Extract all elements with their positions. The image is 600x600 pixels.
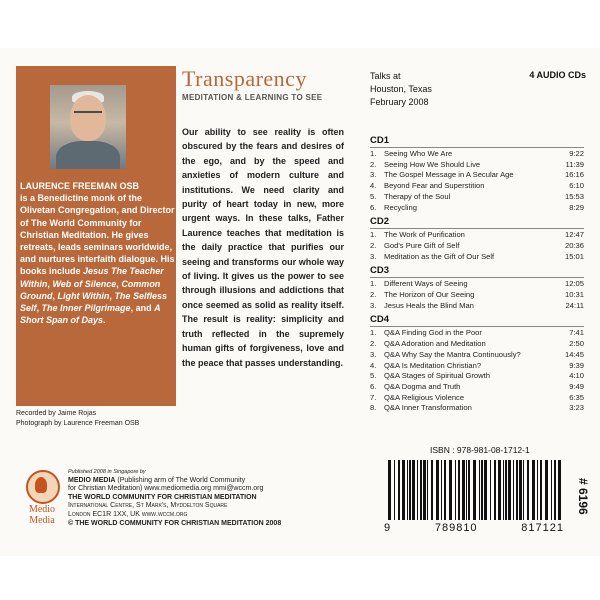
photograph-by: Photograph by Laurence Freeman OSB bbox=[16, 419, 140, 427]
track-duration: 2:50 bbox=[569, 339, 584, 349]
barcode-bar bbox=[398, 460, 400, 520]
barcode-bar bbox=[527, 460, 529, 520]
track-title: Recycling bbox=[384, 202, 417, 212]
track-title: The Horizon of Our Seeing bbox=[384, 290, 475, 300]
track-row bbox=[370, 160, 584, 171]
track-number: 1. bbox=[370, 328, 377, 338]
barcode-bar bbox=[519, 460, 522, 520]
track-row bbox=[370, 371, 584, 382]
track-duration: 15:53 bbox=[564, 191, 584, 201]
barcode-bar bbox=[540, 460, 542, 520]
track-number: 3. bbox=[370, 349, 377, 359]
track-title: Seeing How We Should Live bbox=[384, 159, 481, 169]
barcode-bar bbox=[516, 460, 518, 520]
barcode-bar bbox=[449, 460, 452, 520]
track-row bbox=[370, 149, 584, 160]
barcode-bar bbox=[481, 460, 483, 520]
track-number: 3. bbox=[370, 170, 377, 180]
divider bbox=[370, 277, 584, 278]
track-row bbox=[370, 230, 584, 241]
track-number: 4. bbox=[370, 181, 377, 191]
track-row bbox=[370, 181, 584, 192]
track-duration: 12:47 bbox=[564, 230, 584, 240]
track-duration: 12:05 bbox=[564, 279, 584, 289]
track-number: 5. bbox=[370, 191, 377, 201]
barcode-bar bbox=[409, 460, 411, 520]
track-row bbox=[370, 393, 584, 404]
track-number: 2. bbox=[370, 240, 377, 250]
publisher-info: Published 2008 in Singapore by MEDIO MEDIA (Publishing arm of The World Community for Christian Meditation) www.mediomedia.org mmi@wccm.org THE WORLD COMMUNITY FOR CHRISTIAN MEDITATION International Centre, St Mark's, Myddelton Square London EC1R 1XX, UK www.wccm.org © THE WORLD COMMUNITY FOR CHRISTIAN MEDITATION 2008 bbox=[68, 469, 282, 527]
track-row bbox=[370, 301, 584, 312]
barcode-bar bbox=[427, 460, 428, 520]
barcode-bar bbox=[523, 460, 524, 520]
track-duration: 8:29 bbox=[569, 202, 584, 212]
track-row bbox=[370, 339, 584, 350]
track-title: Different Ways of Seeing bbox=[384, 279, 468, 289]
barcode-bar bbox=[484, 460, 487, 520]
track-title: The Gospel Message in A Secular Age bbox=[384, 170, 514, 180]
barcode-bar bbox=[394, 460, 395, 520]
barcode-bar bbox=[444, 460, 446, 520]
track-title: Therapy of the Soul bbox=[384, 191, 451, 201]
track-number: 2. bbox=[370, 290, 377, 300]
barcode-bar bbox=[468, 460, 470, 520]
track-duration: 15:01 bbox=[564, 251, 584, 261]
track-row bbox=[370, 382, 584, 393]
isbn: ISBN : 978-981-08-1712-1 bbox=[430, 445, 530, 455]
track-number: 1. bbox=[370, 149, 377, 158]
barcode-bar bbox=[441, 460, 442, 520]
cd-heading: CD2 bbox=[370, 216, 390, 228]
track-title: The Work of Purification bbox=[384, 230, 465, 240]
track-number: 6. bbox=[370, 381, 377, 391]
catalog-number bbox=[576, 478, 590, 488]
barcode-bar bbox=[545, 460, 548, 520]
track-number: 2. bbox=[370, 339, 377, 349]
track-title: Q&A Finding God in the Poor bbox=[384, 328, 482, 338]
barcode-bar bbox=[551, 460, 552, 520]
medio-media-logo: Medio Media bbox=[16, 468, 68, 538]
cd-heading: CD4 bbox=[370, 314, 390, 326]
track-title: Jesus Heals the Blind Man bbox=[384, 300, 474, 310]
track-duration: 20:36 bbox=[564, 240, 584, 250]
track-duration: 11:39 bbox=[565, 159, 584, 169]
barcode-bar bbox=[402, 460, 405, 520]
barcode-bar bbox=[490, 460, 491, 520]
track-number: 7. bbox=[370, 392, 377, 402]
recorded-by: Recorded by Jaime Rojas bbox=[16, 410, 97, 417]
barcode-bar bbox=[462, 460, 465, 520]
barcode-bar bbox=[479, 460, 480, 520]
divider bbox=[370, 326, 584, 327]
barcode-bar bbox=[455, 460, 456, 520]
credits bbox=[16, 409, 139, 428]
description: Our ability to see reality is often obscured by the fears and desires of the ego, and by the speed and anxieties of modern culture and institutions. We need clarity and purity of heart today in new, more urgent ways. In these talks, Father Laurence teaches that meditation is the daily practice that purifies our seeing and transforms our whole way of living. It gives us the power to see through illusions and addictions that once seemed as solid as reality itself. The result is reality: simplicity and truth reflected in the supremely human gifts of forgiveness, love and the peace that passes understanding. bbox=[182, 127, 344, 368]
track-row bbox=[370, 350, 584, 361]
track-title: Q&A Stages of Spiritual Growth bbox=[384, 371, 490, 381]
album-title: Transparency bbox=[182, 66, 307, 91]
track-duration: 10:31 bbox=[564, 290, 584, 300]
barcode-bar bbox=[436, 460, 439, 520]
track-number: 1. bbox=[370, 230, 377, 240]
barcode-bar bbox=[420, 460, 422, 520]
barcode-bar bbox=[508, 460, 511, 520]
track-row bbox=[370, 361, 584, 372]
barcode-bar bbox=[423, 460, 426, 520]
cd-heading: CD3 bbox=[370, 265, 390, 277]
track-number: 4. bbox=[370, 360, 377, 370]
barcode-bar bbox=[505, 460, 507, 520]
barcode-bar bbox=[417, 460, 418, 520]
track-number: 8. bbox=[370, 403, 377, 413]
track-duration: 4:10 bbox=[569, 371, 584, 381]
author-bio: LAURENCE FREEMAN OSB is a Benedictine monk of the Olivetan Congregation, and Director of The World Community for Christian Meditation. He gives retreats, leads seminars worldwide, and nurtures interfaith dialogue. His books include Jesus The Teacher Within, Web of Silence, Common Ground, Light Within, The Selfless Self, The Inner Pilgrimage, and A Short Span of Days. bbox=[20, 181, 175, 326]
track-number: 3. bbox=[370, 251, 377, 261]
barcode-bar bbox=[498, 460, 501, 520]
track-duration: 16:16 bbox=[564, 170, 584, 180]
track-title: Meditation as the Gift of Our Self bbox=[384, 251, 495, 261]
track-title: Seeing Who We Are bbox=[384, 149, 453, 158]
track-row bbox=[370, 192, 584, 203]
divider bbox=[370, 228, 584, 229]
track-title: Beyond Fear and Superstition bbox=[384, 181, 485, 191]
track-row bbox=[370, 403, 584, 414]
track-number: 1. bbox=[370, 279, 377, 289]
barcode-bar bbox=[473, 460, 476, 520]
track-duration: 9:22 bbox=[569, 149, 584, 158]
divider bbox=[370, 147, 584, 148]
barcode-bar bbox=[503, 460, 504, 520]
barcode bbox=[384, 460, 564, 520]
barcode-bar bbox=[458, 460, 460, 520]
barcode-bar bbox=[494, 460, 496, 520]
track-duration: 24:11 bbox=[565, 300, 584, 310]
talks-info: Talks at Houston, Texas February 2008 bbox=[370, 71, 432, 107]
track-title: Q&A Religious Violence bbox=[384, 392, 465, 402]
track-row bbox=[370, 279, 584, 290]
track-title: Q&A Why Say the Mantra Continuously? bbox=[384, 349, 521, 359]
track-number: 2. bbox=[370, 159, 377, 169]
track-row bbox=[370, 328, 584, 339]
barcode-bar bbox=[466, 460, 467, 520]
track-number: 5. bbox=[370, 371, 377, 381]
barcode-bar bbox=[412, 460, 415, 520]
track-number: 3. bbox=[370, 300, 377, 310]
track-row bbox=[370, 252, 584, 263]
cd-count: 4 AUDIO CDs bbox=[529, 70, 586, 80]
track-row bbox=[370, 203, 584, 214]
track-duration: 9:39 bbox=[569, 360, 584, 370]
track-title: Q&A Inner Transformation bbox=[384, 403, 472, 413]
barcode-bar bbox=[558, 460, 561, 520]
track-duration: 7:41 bbox=[569, 328, 584, 338]
track-duration: 14:45 bbox=[564, 349, 584, 359]
track-duration: 6:35 bbox=[569, 392, 584, 402]
barcode-bar bbox=[407, 460, 408, 520]
track-title: Q&A Adoration and Meditation bbox=[384, 339, 486, 349]
author-photo bbox=[50, 85, 126, 169]
barcode-bar bbox=[554, 460, 556, 520]
barcode-bar bbox=[513, 460, 514, 520]
track-duration: 6:10 bbox=[569, 181, 584, 191]
track-number: 6. bbox=[370, 202, 377, 212]
author-name: LAURENCE FREEMAN OSB bbox=[20, 181, 140, 191]
track-title: Q&A Is Meditation Christian? bbox=[384, 360, 482, 370]
barcode-bar bbox=[388, 460, 391, 520]
barcode-bar bbox=[532, 460, 535, 520]
track-title: God's Pure Gift of Self bbox=[384, 240, 460, 250]
track-duration: 9:49 bbox=[569, 381, 584, 391]
track-duration: 3:23 bbox=[569, 403, 584, 413]
track-row bbox=[370, 241, 584, 252]
cd-heading: CD1 bbox=[370, 135, 390, 146]
barcode-number: 9 789810 817121 bbox=[384, 522, 564, 534]
track-row bbox=[370, 170, 584, 181]
track-listing bbox=[370, 132, 584, 414]
track-row bbox=[370, 290, 584, 301]
track-title: Q&A Dogma and Truth bbox=[384, 381, 461, 391]
album-subtitle: MEDITATION & LEARNING TO SEE bbox=[182, 93, 323, 102]
barcode-bar bbox=[537, 460, 538, 520]
barcode-bar bbox=[431, 460, 433, 520]
